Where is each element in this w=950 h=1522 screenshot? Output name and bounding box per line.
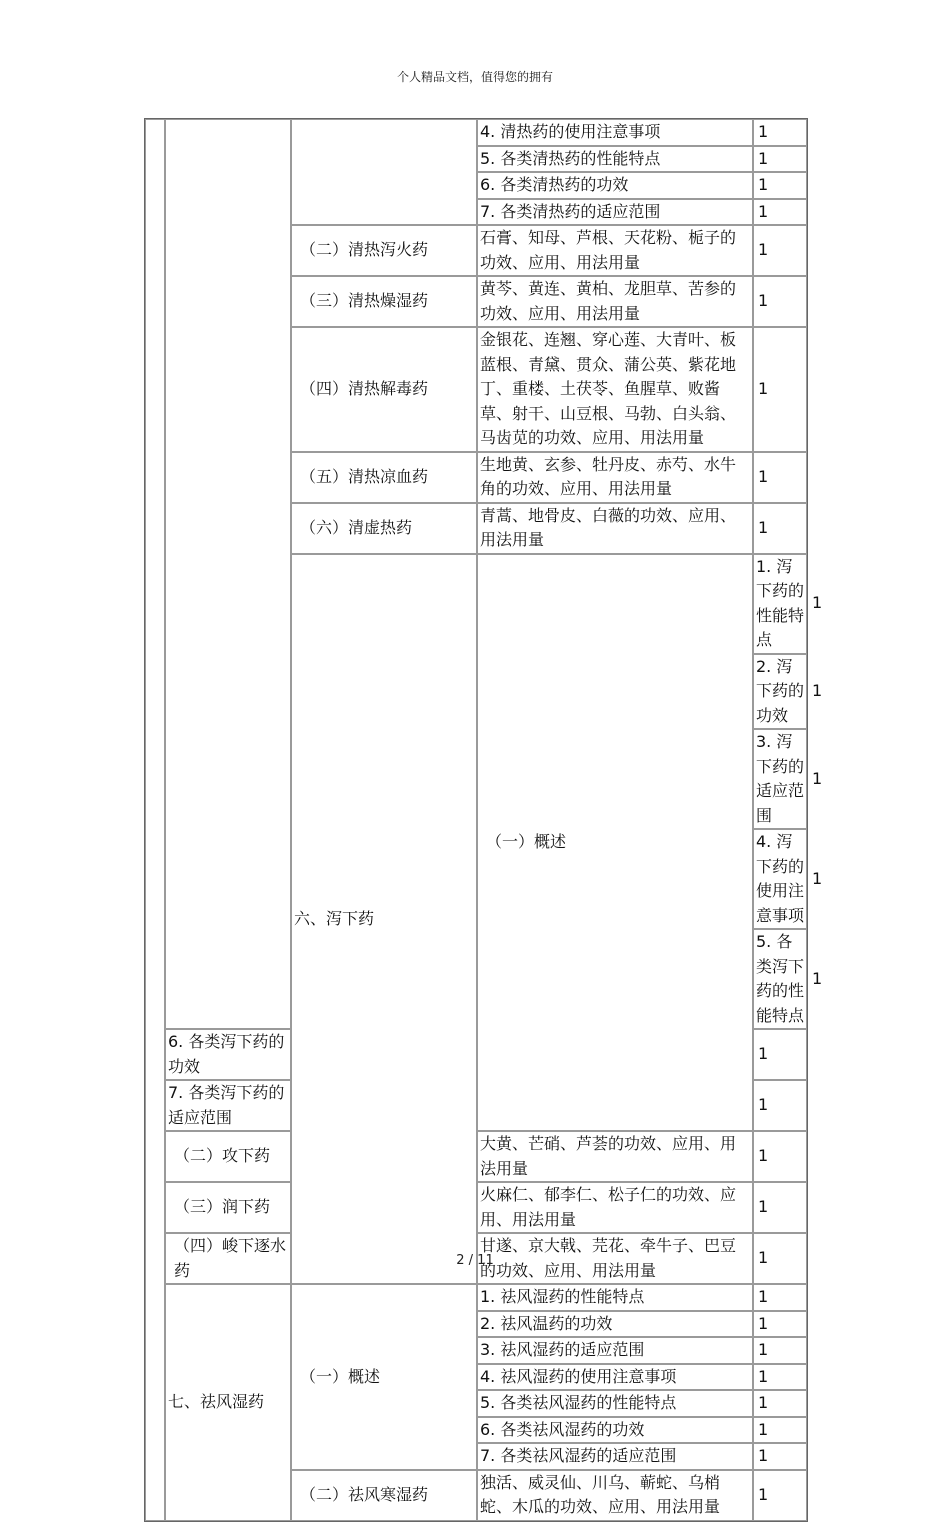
item-cell: 3. 祛风湿药的适应范围 [477, 1337, 753, 1364]
page-header: 个人精品文档，值得您的拥有 [396, 70, 553, 84]
item-cell: 1. 祛风湿药的性能特点 [477, 1284, 753, 1311]
score-cell: 1 [753, 1284, 807, 1311]
item-cell: 6. 各类祛风湿药的功效 [477, 1417, 753, 1444]
table-row: 六、泻下药 （一）概述 1. 泻下药的性能特点 1 [145, 554, 807, 654]
score-cell: 1 [753, 1364, 807, 1391]
subunit-cell: （三）润下药 [165, 1182, 291, 1233]
table-row: 4. 泻下药的使用注意事项 1 [145, 829, 807, 929]
item-cell: 6. 各类泻下药的功效 [165, 1029, 291, 1080]
score-cell: 1 [753, 146, 807, 173]
subunit-cell: （一）概述 [477, 554, 753, 1132]
score-cell: 1 [753, 1233, 807, 1284]
subunit-cell: （二）清热泻火药 [291, 225, 477, 276]
item-cell: 独活、威灵仙、川乌、蕲蛇、乌梢蛇、木瓜的功效、应用、用法用量 [477, 1470, 753, 1521]
subunit-cell: （三）清热燥湿药 [291, 276, 477, 327]
table-row [145, 119, 807, 146]
subunit-cell: （六）清虚热药 [291, 503, 477, 554]
item-cell: 7. 各类祛风湿药的适应范围 [477, 1443, 753, 1470]
syllabus-table [144, 118, 823, 1522]
score-cell: 1 [753, 1131, 807, 1182]
score-cell: 1 [753, 1443, 807, 1470]
item-cell: 黄芩、黄连、黄柏、龙胆草、苦参的功效、应用、用法用量 [477, 276, 753, 327]
item-cell: 4. 祛风湿药的使用注意事项 [477, 1364, 753, 1391]
item-cell: 4. 泻下药的使用注意事项 [753, 829, 807, 929]
score-cell: 1 [753, 1311, 807, 1338]
table-row: 3. 泻下药的适应范围 1 [145, 729, 807, 829]
item-cell: 青蒿、地骨皮、白薇的功效、应用、用法用量 [477, 503, 753, 554]
item-cell: 5. 各类泻下药的性能特点 [753, 929, 807, 1029]
score-cell: 1 [753, 225, 807, 276]
item-cell: 4. 清热药的使用注意事项 [477, 119, 753, 146]
page-number: 2 / 11 [456, 1253, 494, 1268]
score-cell: 1 [753, 1470, 807, 1521]
item-cell: 金银花、连翘、穿心莲、大青叶、板蓝根、青黛、贯众、蒲公英、紫花地丁、重楼、土茯苓、鱼腥草、败酱草、射干、山豆根、马勃、白头翁、马齿苋的功效、应用、用法用量 [477, 327, 753, 452]
item-cell: 6. 各类清热药的功效 [477, 172, 753, 199]
item-cell: 5. 各类清热药的性能特点 [477, 146, 753, 173]
score-cell: 1 [753, 1417, 807, 1444]
score-cell: 1 [753, 1080, 807, 1131]
item-cell: 7. 各类清热药的适应范围 [477, 199, 753, 226]
score-cell: 1 [753, 1337, 807, 1364]
score-cell: 1 [753, 327, 807, 452]
subunit-cell-continued [291, 119, 477, 225]
item-cell: 2. 泻下药的功效 [753, 654, 807, 730]
score-cell: 1 [753, 276, 807, 327]
unit-cell-continued [165, 119, 291, 1029]
item-cell: 1. 泻下药的性能特点 [753, 554, 807, 654]
item-cell: 甘遂、京大戟、芫花、牵牛子、巴豆的功效、应用、用法用量 [477, 1233, 753, 1284]
item-cell: 3. 泻下药的适应范围 [753, 729, 807, 829]
score-cell: 1 [753, 172, 807, 199]
subunit-cell: （五）清热凉血药 [291, 452, 477, 503]
score-cell: 1 [753, 452, 807, 503]
score-cell: 1 [753, 199, 807, 226]
subunit-cell: （二）攻下药 [165, 1131, 291, 1182]
item-cell: 石膏、知母、芦根、天花粉、栀子的功效、应用、用法用量 [477, 225, 753, 276]
score-cell: 1 [753, 1390, 807, 1417]
table-row [145, 1284, 807, 1311]
blank-column [145, 119, 165, 1521]
item-cell: 7. 各类泻下药的适应范围 [165, 1080, 291, 1131]
score-cell: 1 [753, 503, 807, 554]
unit-cell: 六、泻下药 [291, 554, 477, 1285]
item-cell: 火麻仁、郁李仁、松子仁的功效、应用、用法用量 [477, 1182, 753, 1233]
item-cell: 大黄、芒硝、芦荟的功效、应用、用法用量 [477, 1131, 753, 1182]
subunit-cell: （二）祛风寒湿药 [291, 1470, 477, 1521]
score-cell: 1 [753, 1182, 807, 1233]
table-row: 2. 泻下药的功效 1 [145, 654, 807, 730]
item-cell: 生地黄、玄参、牡丹皮、赤芍、水牛角的功效、应用、用法用量 [477, 452, 753, 503]
table-row: 5. 各类泻下药的性能特点 1 [145, 929, 807, 1029]
score-cell: 1 [753, 119, 807, 146]
subunit-cell: （四）清热解毒药 [291, 327, 477, 452]
item-cell: 5. 各类祛风湿药的性能特点 [477, 1390, 753, 1417]
unit-cell: 七、祛风湿药 [165, 1284, 291, 1521]
score-cell: 1 [753, 1029, 807, 1080]
subunit-cell: （四）峻下逐水药 [165, 1233, 291, 1284]
subunit-cell: （一）概述 [291, 1284, 477, 1470]
item-cell: 2. 祛风温药的功效 [477, 1311, 753, 1338]
